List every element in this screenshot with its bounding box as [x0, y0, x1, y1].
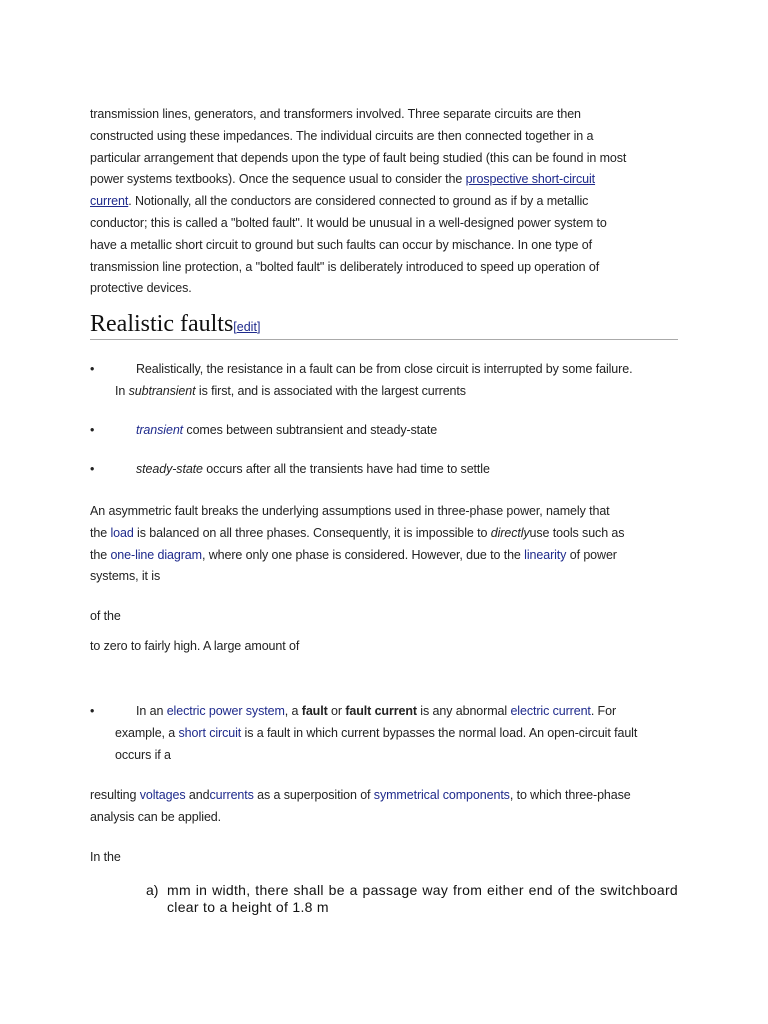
resulting-line: analysis can be applied. — [90, 809, 222, 824]
resulting-text: and — [185, 788, 210, 802]
bullet-text: occurs after all the transients have had time to settle — [202, 462, 490, 476]
asym-text: of power — [566, 547, 617, 562]
bullet-icon: • — [90, 362, 95, 376]
short-circuit-link[interactable]: short circuit — [178, 726, 242, 740]
list-label: a) — [146, 882, 159, 898]
fault-term: fault — [301, 704, 328, 718]
fault-text: , a — [284, 704, 302, 718]
intro-line — [90, 169, 680, 191]
fault-bullet-continuation: occurs if a — [115, 748, 171, 762]
resulting-line — [90, 785, 680, 807]
fragment-in-the: In the — [90, 850, 121, 864]
intro-line: constructed using these impedances. The individual circuits are then connected together in a — [90, 128, 594, 143]
bullet-icon: • — [90, 423, 95, 437]
currents-link[interactable]: currents — [209, 788, 254, 802]
intro-paragraph — [90, 104, 680, 300]
bullet-text-line — [136, 459, 681, 481]
fault-text: is any abnormal — [416, 704, 511, 718]
fault-text: example, a — [115, 726, 179, 740]
resulting-text: resulting — [90, 788, 140, 802]
current-link[interactable]: current — [90, 194, 129, 209]
intro-line: conductor; this is called a "bolted fault". It would be unusual in a well-designed power system to — [90, 215, 607, 230]
bullet-text: is first, and is associated with the largest currents — [195, 384, 466, 398]
electric-current-link[interactable]: electric current — [510, 704, 591, 718]
transient-link[interactable] — [136, 423, 183, 437]
symmetrical-components-link[interactable]: symmetrical components — [373, 788, 510, 802]
intro-line: transmission lines, generators, and transformers involved. Three separate circuits are then — [90, 107, 581, 121]
resulting-paragraph — [90, 785, 680, 829]
intro-line: particular arrangement that depends upon the type of fault being studied (this can be found in most — [90, 150, 627, 165]
bullet-continuation — [115, 381, 681, 403]
fragment-of-the: of the — [90, 609, 121, 623]
steady-state-term: steady-state — [136, 462, 203, 476]
asym-text: the — [90, 547, 111, 562]
intro-text: . Notionally, all the conductors are considered connected to ground as if by a metallic — [128, 194, 589, 209]
asym-text: , where only one phase is considered. However, due to the — [201, 547, 525, 562]
fault-text: . For — [590, 704, 617, 718]
subtransient-term: subtransient — [128, 384, 196, 398]
asym-line — [90, 545, 680, 567]
bullet-text: Realistically, the resistance in a fault can be from close circuit is interrupted by some failure. — [136, 362, 633, 376]
asym-line: systems, it is — [90, 569, 161, 584]
fault-bullet-continuation — [115, 723, 681, 745]
fragment-to-zero: to zero to fairly high. A large amount of — [90, 639, 300, 653]
bullet-icon: • — [90, 704, 95, 718]
bullet-text: comes between subtransient and steady-state — [183, 423, 438, 437]
asym-text: the — [90, 525, 111, 540]
load-link[interactable]: load — [110, 525, 134, 540]
list-text: mm in width, there shall be a passage way from either end of the switchboard clear to a height of 1.8 m — [167, 882, 678, 915]
transient-term: transient — [136, 423, 184, 437]
electric-power-system-link[interactable]: electric power system — [166, 704, 285, 718]
asym-line — [90, 523, 680, 545]
intro-line: protective devices. — [90, 281, 192, 296]
asym-text: is balanced on all three phases. Consequently, it is impossible to — [133, 525, 491, 540]
heading-title: Realistic faults — [90, 311, 234, 337]
asymmetric-paragraph — [90, 501, 680, 588]
resulting-text: , to which three-phase — [509, 788, 631, 802]
edit-link[interactable]: edit — [236, 320, 257, 334]
voltages-link[interactable]: voltages — [139, 788, 186, 802]
prospective-short-circuit-link[interactable]: prospective short-circuit — [465, 172, 596, 187]
bullet-text-line — [136, 420, 681, 442]
intro-line — [90, 191, 680, 213]
directly-term: directly — [490, 525, 530, 540]
edit-bracket-open: [ — [233, 320, 237, 334]
bullet-text: In — [115, 384, 129, 398]
asym-text: use tools such as — [529, 525, 625, 540]
linearity-link[interactable]: linearity — [524, 547, 567, 562]
section-heading — [90, 309, 678, 340]
resulting-text: as a superposition of — [253, 788, 374, 802]
fault-current-term: fault current — [345, 704, 417, 718]
intro-line: transmission line protection, a "bolted fault" is deliberately introduced to speed up operation of — [90, 259, 600, 274]
edit-bracket-close: ] — [256, 320, 261, 334]
bullet-icon: • — [90, 462, 95, 476]
intro-line: have a metallic short circuit to ground but such faults can occur by mischance. In one type of — [90, 237, 592, 252]
fault-text: or — [327, 704, 346, 718]
fault-text: In an — [136, 704, 167, 718]
fault-bullet-line — [136, 701, 681, 723]
asym-line: An asymmetric fault breaks the underlying assumptions used in three-phase power, namely that — [90, 504, 610, 518]
fault-text: is a fault in which current bypasses the normal load. An open-circuit fault — [241, 726, 638, 740]
intro-text: power systems textbooks). Once the sequence usual to consider the — [90, 172, 466, 187]
one-line-diagram-link[interactable]: one-line diagram — [110, 547, 202, 562]
